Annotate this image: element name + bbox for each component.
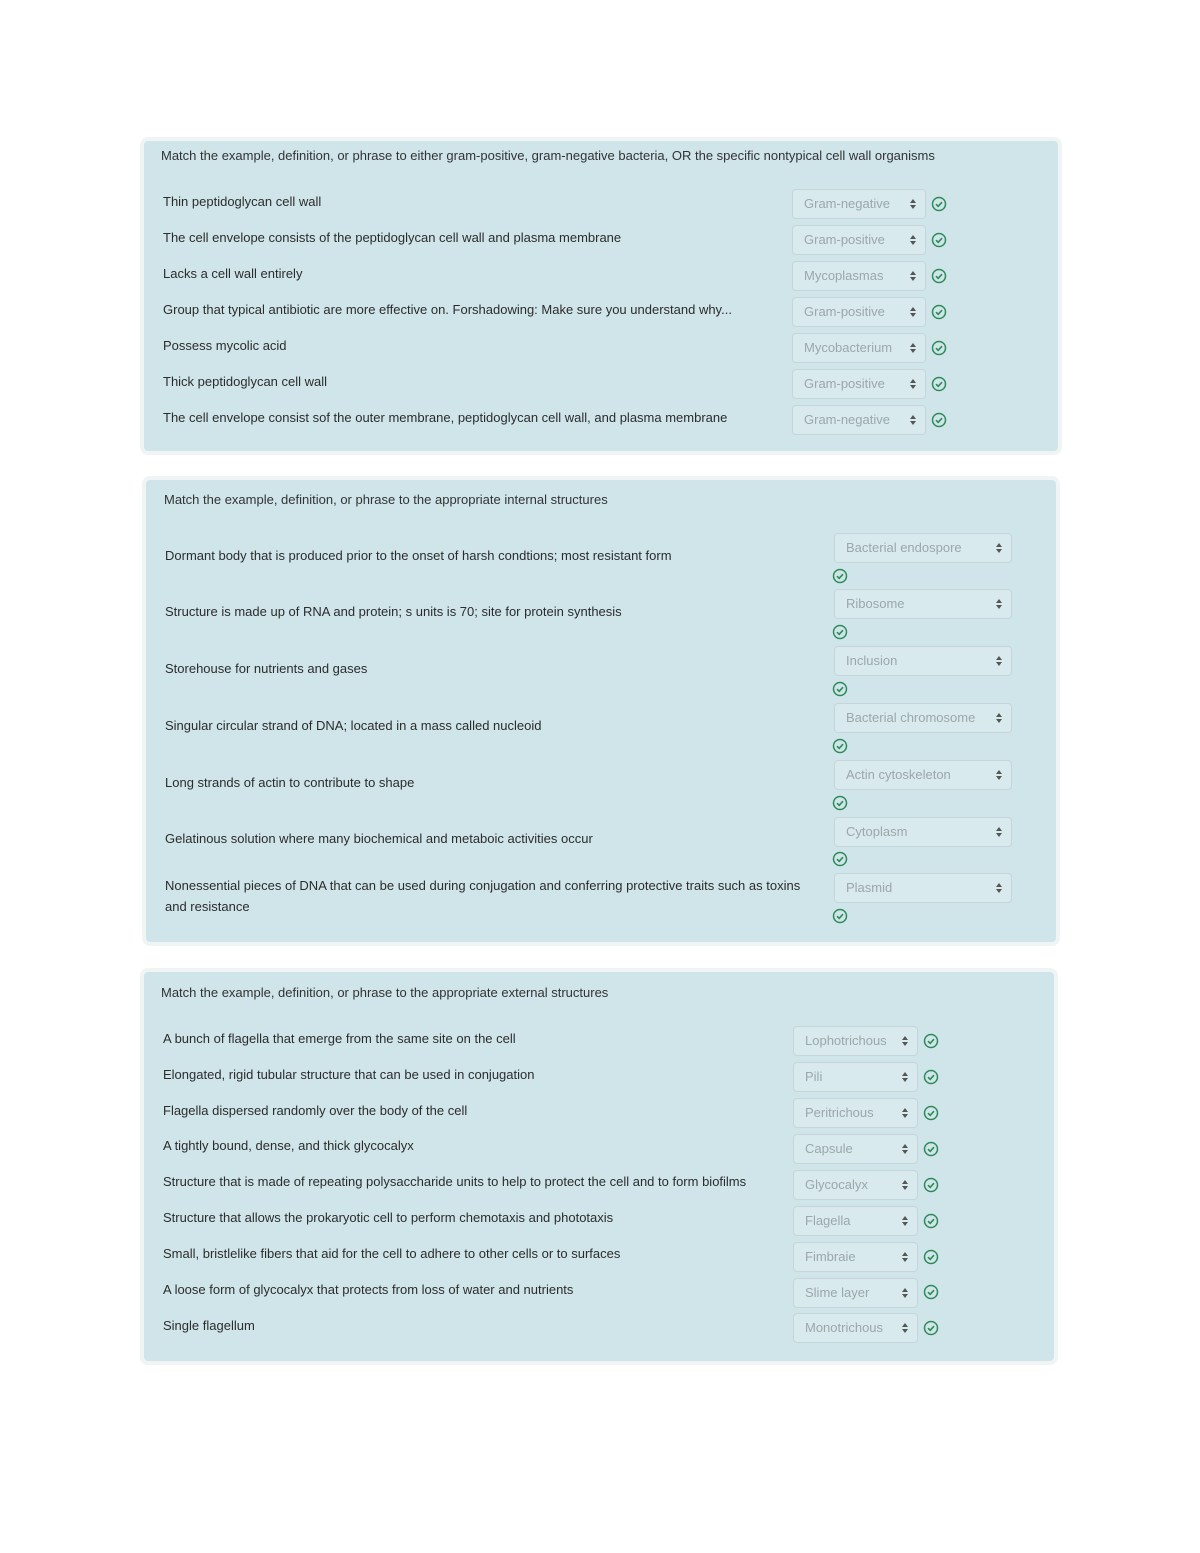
check-circle-icon <box>832 681 848 697</box>
sort-caret-icon <box>909 262 917 290</box>
check-circle-icon <box>931 268 947 284</box>
sort-caret-icon <box>909 298 917 326</box>
answer-select-value: Mycoplasmas <box>804 268 884 283</box>
answer-select[interactable] <box>834 760 1012 790</box>
check-circle-icon <box>923 1033 939 1049</box>
sort-caret-icon <box>995 590 1003 618</box>
answer-select[interactable] <box>792 369 926 399</box>
match-item-text: Lacks a cell wall entirely <box>163 266 303 281</box>
sort-caret-icon <box>909 190 917 218</box>
answer-select[interactable] <box>793 1242 918 1272</box>
check-circle-icon <box>923 1213 939 1229</box>
answer-select[interactable] <box>793 1026 918 1056</box>
check-circle-icon <box>923 1105 939 1121</box>
answer-select-value: Actin cytoskeleton <box>846 767 951 782</box>
match-item-text: Group that typical antibiotic are more effective on. Forshadowing: Make sure you understand why... <box>163 302 732 317</box>
answer-select[interactable] <box>793 1313 918 1343</box>
answer-select[interactable] <box>793 1278 918 1308</box>
check-circle-icon <box>931 304 947 320</box>
answer-select-value: Gram-positive <box>804 232 885 247</box>
match-item-text: A bunch of flagella that emerge from the same site on the cell <box>163 1031 516 1046</box>
answer-select[interactable] <box>792 333 926 363</box>
sort-caret-icon <box>909 406 917 434</box>
match-item-text: The cell envelope consist sof the outer membrane, peptidoglycan cell wall, and plasma membrane <box>163 410 728 425</box>
check-circle-icon <box>923 1320 939 1336</box>
match-item-text: Thick peptidoglycan cell wall <box>163 374 328 389</box>
answer-select-value: Gram-negative <box>804 196 890 211</box>
question-panel-internal-structures <box>146 480 1056 942</box>
answer-select[interactable] <box>793 1062 918 1092</box>
sort-caret-icon <box>909 370 917 398</box>
answer-select[interactable] <box>834 873 1012 903</box>
match-item-text: Storehouse for nutrients and gases <box>165 661 368 676</box>
answer-select[interactable] <box>792 297 926 327</box>
match-item-text: The cell envelope consists of the peptidoglycan cell wall and plasma membrane <box>163 230 622 245</box>
check-circle-icon <box>931 340 947 356</box>
sort-caret-icon <box>995 534 1003 562</box>
question-prompt: Match the example, definition, or phrase to the appropriate internal structures <box>164 492 608 507</box>
check-circle-icon <box>923 1069 939 1085</box>
question-prompt: Match the example, definition, or phrase to the appropriate external structures <box>161 985 609 1000</box>
check-circle-icon <box>923 1177 939 1193</box>
check-circle-icon <box>832 795 848 811</box>
sort-caret-icon <box>995 818 1003 846</box>
check-circle-icon <box>931 196 947 212</box>
answer-select-value: Plasmid <box>846 880 893 895</box>
match-item-text: Gelatinous solution where many biochemical and metaboic activities occur <box>165 831 593 846</box>
sort-caret-icon <box>995 874 1003 902</box>
check-circle-icon <box>931 412 947 428</box>
sort-caret-icon <box>995 704 1003 732</box>
sort-caret-icon <box>995 761 1003 789</box>
answer-select-value: Inclusion <box>846 653 898 668</box>
answer-select[interactable] <box>792 261 926 291</box>
check-circle-icon <box>923 1249 939 1265</box>
answer-select[interactable] <box>793 1134 918 1164</box>
sort-caret-icon <box>901 1027 909 1055</box>
sort-caret-icon <box>901 1243 909 1271</box>
match-item-text: A loose form of glycocalyx that protects from loss of water and nutrients <box>163 1282 574 1297</box>
sort-caret-icon <box>995 647 1003 675</box>
match-item-text: Possess mycolic acid <box>163 338 287 353</box>
answer-select-value: Monotrichous <box>805 1320 884 1335</box>
answer-select-value: Glycocalyx <box>805 1177 868 1192</box>
check-circle-icon <box>832 908 848 924</box>
answer-select-value: Pili <box>805 1069 823 1084</box>
answer-select-value: Ribosome <box>846 596 905 611</box>
answer-select-value: Gram-positive <box>804 376 885 391</box>
match-item-text: Flagella dispersed randomly over the body of the cell <box>163 1103 468 1118</box>
match-item-text: Structure that allows the prokaryotic cell to perform chemotaxis and phototaxis <box>163 1210 614 1225</box>
answer-select-value: Lophotrichous <box>805 1033 887 1048</box>
answer-select[interactable] <box>793 1206 918 1236</box>
answer-select-value: Flagella <box>805 1213 851 1228</box>
check-circle-icon <box>923 1141 939 1157</box>
sort-caret-icon <box>901 1135 909 1163</box>
answer-select-value: Cytoplasm <box>846 824 908 839</box>
sort-caret-icon <box>909 226 917 254</box>
match-item-text: Long strands of actin to contribute to shape <box>165 775 415 790</box>
answer-select[interactable] <box>834 589 1012 619</box>
sort-caret-icon <box>901 1207 909 1235</box>
answer-select-value: Capsule <box>805 1141 853 1156</box>
question-panel-cell-wall <box>144 141 1058 451</box>
answer-select-value: Fimbraie <box>805 1249 856 1264</box>
answer-select[interactable] <box>834 533 1012 563</box>
answer-select-value: Gram-negative <box>804 412 890 427</box>
answer-select-value: Gram-positive <box>804 304 885 319</box>
check-circle-icon <box>832 738 848 754</box>
check-circle-icon <box>931 232 947 248</box>
question-panel-external-structures <box>144 972 1054 1361</box>
answer-select-value: Bacterial endospore <box>846 540 962 555</box>
answer-select[interactable] <box>834 646 1012 676</box>
answer-select-value: Bacterial chromosome <box>846 710 976 725</box>
answer-select[interactable] <box>793 1170 918 1200</box>
sort-caret-icon <box>901 1279 909 1307</box>
check-circle-icon <box>923 1284 939 1300</box>
match-item-text: Thin peptidoglycan cell wall <box>163 194 322 209</box>
match-item-text: A tightly bound, dense, and thick glycocalyx <box>163 1138 414 1153</box>
check-circle-icon <box>832 624 848 640</box>
sort-caret-icon <box>909 334 917 362</box>
match-item-text: Structure that is made of repeating polysaccharide units to help to protect the cell and to form biofilms <box>163 1174 747 1189</box>
answer-select[interactable] <box>792 405 926 435</box>
match-item-text: Small, bristlelike fibers that aid for the cell to adhere to other cells or to surfaces <box>163 1246 621 1261</box>
answer-select-value: Slime layer <box>805 1285 870 1300</box>
answer-select[interactable] <box>834 703 1012 733</box>
answer-select[interactable] <box>793 1098 918 1128</box>
sort-caret-icon <box>901 1099 909 1127</box>
sort-caret-icon <box>901 1314 909 1342</box>
question-prompt: Match the example, definition, or phrase to either gram-positive, gram-negative bacteria, OR the specific nontypical cell wall organisms <box>161 148 935 163</box>
check-circle-icon <box>931 376 947 392</box>
match-item-text: Dormant body that is produced prior to the onset of harsh condtions; most resistant form <box>165 548 672 563</box>
match-item-text: Nonessential pieces of DNA that can be used during conjugation and conferring protective traits such as toxins and resistance <box>165 878 801 914</box>
match-item-text: Singular circular strand of DNA; located in a mass called nucleoid <box>165 718 542 733</box>
match-item-text: Elongated, rigid tubular structure that can be used in conjugation <box>163 1067 535 1082</box>
check-circle-icon <box>832 568 848 584</box>
sort-caret-icon <box>901 1063 909 1091</box>
answer-select-value: Mycobacterium <box>804 340 893 355</box>
answer-select[interactable] <box>834 817 1012 847</box>
match-item-text: Single flagellum <box>163 1318 255 1333</box>
match-item-text: Structure is made up of RNA and protein; s units is 70; site for protein synthesis <box>165 604 622 619</box>
check-circle-icon <box>832 851 848 867</box>
answer-select-value: Peritrichous <box>805 1105 874 1120</box>
sort-caret-icon <box>901 1171 909 1199</box>
answer-select[interactable] <box>792 225 926 255</box>
answer-select[interactable] <box>792 189 926 219</box>
